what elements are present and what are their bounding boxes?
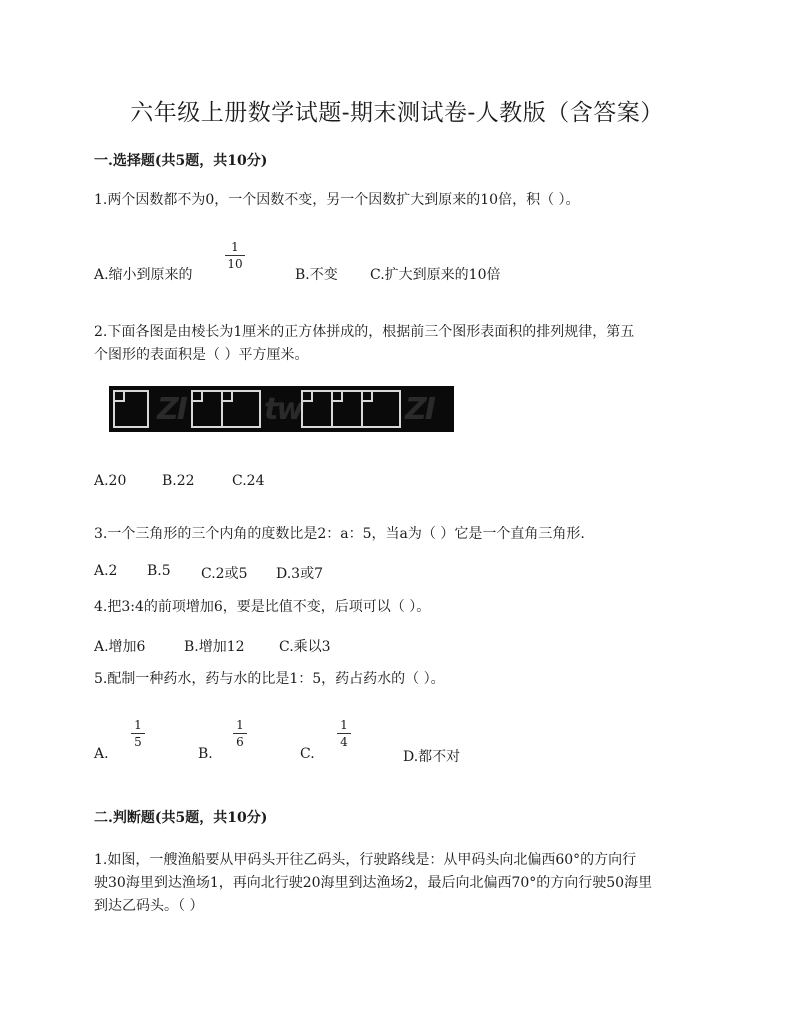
fraction-bar — [233, 733, 247, 734]
cube-shape — [331, 390, 363, 428]
fraction-bar — [131, 733, 145, 734]
question-2-line-2: 个图形的表面积是（ ）平方厘米。 — [94, 347, 309, 363]
q5-option-d: D.都不对 — [403, 749, 461, 765]
cube-shape — [221, 390, 261, 428]
judgment-1-line-2: 驶30海里到达渔场1，再向北行驶20海里到达渔场2，最后向北偏西70°的方向行驶50海里 — [94, 875, 653, 891]
judgment-1-line-3: 到达乙码头。（ ） — [94, 898, 204, 914]
cube-shape — [301, 390, 333, 428]
question-4-text: 4.把3:4的前项增加6，要是比值不变，后项可以（ ）。 — [94, 599, 431, 615]
fraction-bar — [225, 255, 245, 256]
q1-option-a-fraction — [225, 240, 245, 271]
fraction-numerator: 1 — [134, 718, 142, 732]
q4-option-b: B.增加12 — [184, 639, 245, 655]
cube-pattern-figure — [109, 386, 454, 432]
q5-option-c: C. — [300, 746, 315, 762]
q5-option-b: B. — [198, 746, 213, 762]
fraction-denominator: 4 — [340, 735, 348, 749]
q4-option-c: C.乘以3 — [279, 639, 331, 655]
fraction-denominator: 5 — [134, 735, 142, 749]
q5-option-a: A. — [94, 746, 109, 762]
judgment-1-line-1: 1.如图，一艘渔船要从甲码头开往乙码头，行驶路线是：从甲码头向北偏西60°的方向行 — [94, 852, 637, 868]
cube-shape — [191, 390, 223, 428]
q3-option-c: C.2或5 — [201, 566, 248, 582]
figure-mark: ZI — [157, 392, 186, 427]
page-title: 六年级上册数学试题-期末测试卷-人教版（含答案） — [130, 100, 664, 126]
q4-option-a: A.增加6 — [94, 639, 146, 655]
q2-option-b: B.22 — [162, 473, 195, 489]
q1-option-b: B.不变 — [295, 267, 338, 283]
q5-option-b-fraction — [233, 718, 247, 749]
question-2-line-1: 2.下面各图是由棱长为1厘米的正方体拼成的，根据前三个图形表面积的排列规律，第五 — [94, 324, 635, 340]
q3-option-b: B.5 — [147, 563, 171, 579]
section-heading-choice: 一.选择题(共5题，共10分) — [94, 153, 268, 169]
q3-option-a: A.2 — [94, 563, 118, 579]
question-1-text: 1.两个因数都不为0，一个因数不变，另一个因数扩大到原来的10倍，积（ ）。 — [94, 192, 580, 208]
cube-shape — [113, 390, 149, 428]
fraction-denominator: 10 — [227, 257, 243, 271]
fraction-numerator: 1 — [236, 718, 244, 732]
cube-shape — [361, 390, 401, 428]
fraction-numerator: 1 — [231, 240, 239, 254]
figure-mark: ZI — [405, 392, 434, 427]
fraction-numerator: 1 — [340, 718, 348, 732]
q2-option-a: A.20 — [94, 473, 127, 489]
section-heading-judgment: 二.判断题(共5题，共10分) — [94, 810, 268, 826]
q5-option-a-fraction — [131, 718, 145, 749]
q5-option-c-fraction — [337, 718, 351, 749]
fraction-denominator: 6 — [236, 735, 244, 749]
q2-option-c: C.24 — [232, 473, 265, 489]
q3-option-d: D.3或7 — [276, 566, 323, 582]
fraction-bar — [337, 733, 351, 734]
figure-mark: tw — [264, 392, 303, 427]
q1-option-c: C.扩大到原来的10倍 — [370, 267, 501, 283]
q1-option-a: A.缩小到原来的 — [94, 267, 193, 283]
question-3-text: 3.一个三角形的三个内角的度数比是2：a：5，当a为（ ）它是一个直角三角形. — [94, 526, 585, 542]
question-5-text: 5.配制一种药水，药与水的比是1：5，药占药水的（ ）。 — [94, 671, 445, 687]
